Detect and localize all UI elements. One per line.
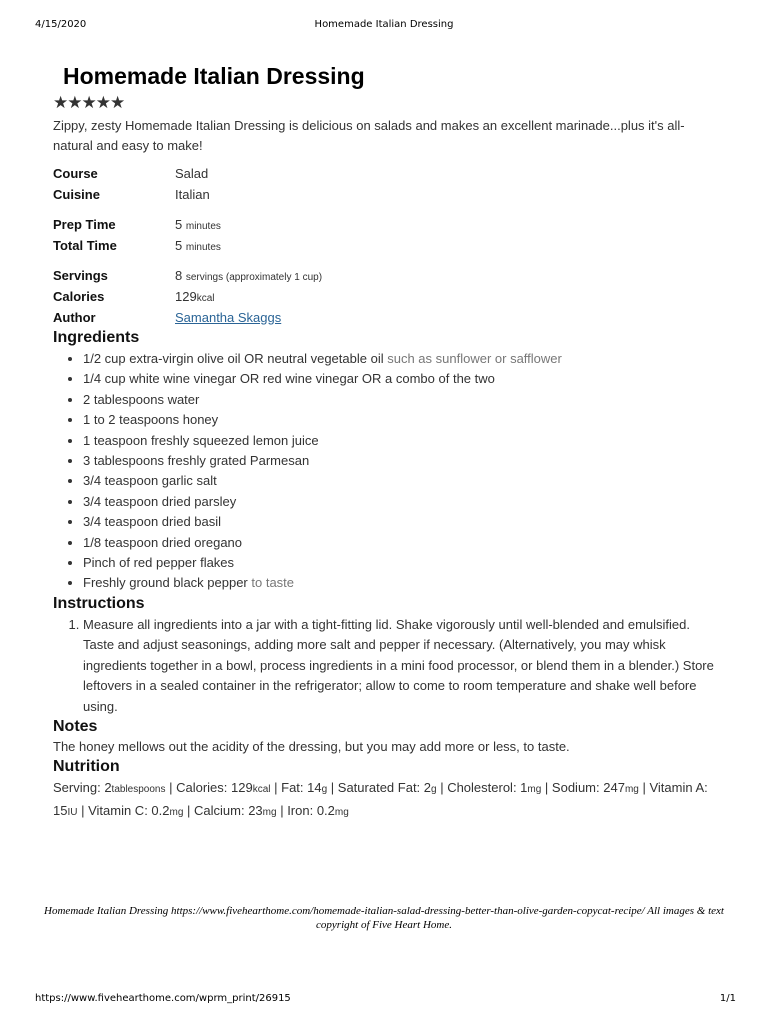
star-icon: ★ <box>67 93 82 112</box>
calories-value: 129 <box>175 289 197 304</box>
print-header <box>0 19 768 31</box>
nutrition-satfat: Saturated Fat: 2g <box>337 779 437 795</box>
ingredient-note: such as sunflower or safflower <box>387 351 562 366</box>
meta-servings <box>53 265 721 286</box>
recipe-card <box>53 62 721 823</box>
ingredient-text: 1 to 2 teaspoons honey <box>83 412 219 428</box>
ingredient-text: 3/4 teaspoon dried basil <box>83 514 222 530</box>
ingredient-text: Pinch of red pepper flakes <box>83 555 235 571</box>
star-icon: ★ <box>81 93 96 112</box>
print-title: Homemade Italian Dressing <box>314 19 454 30</box>
recipe-summary: Zippy, zesty Homemade Italian Dressing is delicious on salads and makes an excellent marinade...plus it's all-natural and easy to make! <box>53 118 685 153</box>
ingredient-note: to taste <box>251 575 295 591</box>
notes-heading: Notes <box>53 717 98 735</box>
print-page-number: 1/1 <box>719 993 736 1004</box>
print-date: 4/15/2020 <box>35 19 87 30</box>
print-footer <box>0 993 768 1005</box>
servings-unit: servings (approximately 1 cup) <box>185 272 323 283</box>
ingredient-item <box>83 349 721 369</box>
ingredient-text: 2 tablespoons water <box>83 391 200 407</box>
print-url: https://www.fivehearthome.com/wprm_print/26915 <box>35 993 291 1004</box>
meta-calories <box>53 286 721 307</box>
ingredient-item <box>83 553 721 573</box>
ingredient-text: 3/4 teaspoon dried parsley <box>83 493 237 509</box>
ingredient-item <box>83 410 721 430</box>
instructions-list <box>53 615 721 717</box>
servings-label: Servings <box>53 268 108 283</box>
nutrition-chol: Cholesterol: 1mg <box>447 779 542 795</box>
nutrition-fat: Fat: 14g <box>281 779 328 795</box>
meta-course <box>53 163 721 184</box>
ingredient-item <box>83 533 721 553</box>
star-icon: ★ <box>95 93 110 112</box>
prep-time-unit: minutes <box>185 221 221 232</box>
instructions-heading: Instructions <box>53 594 145 612</box>
author-link[interactable]: Samantha Skaggs <box>175 310 282 325</box>
author-label: Author <box>53 310 96 325</box>
nutrition-iron: Iron: 0.2mg <box>287 802 349 818</box>
course-value: Salad <box>175 166 209 181</box>
total-time-value: 5 <box>175 238 183 253</box>
ingredient-text: 1/8 teaspoon dried oregano <box>83 534 243 550</box>
nutrition-vitc: Vitamin C: 0.2mg <box>88 802 184 818</box>
nutrition-facts: Serving: 2tablespoons | Calories: 129kcal | Fat: 14g | Saturated Fat: 2g | Cholesterol: 1mg | Sodium: 247mg | Vitamin A: 15IU | Vitamin C: 0.2mg | Calcium: 23mg | Iron: 0.2mg <box>53 779 708 818</box>
star-rating <box>53 94 721 112</box>
star-icon: ★ <box>53 93 68 112</box>
nutrition-sodium: Sodium: 247mg <box>551 779 639 795</box>
total-time-label: Total Time <box>53 238 117 253</box>
ingredient-item <box>83 431 721 451</box>
total-time-unit: minutes <box>185 242 221 253</box>
calories-label: Calories <box>53 289 105 304</box>
nutrition-calcium: Calcium: 23mg <box>194 802 277 818</box>
recipe-title: Homemade Italian Dressing <box>63 63 365 89</box>
ingredient-item <box>83 471 721 491</box>
ingredient-item <box>83 492 721 512</box>
ingredient-text: 3/4 teaspoon garlic salt <box>83 473 217 489</box>
notes-text: The honey mellows out the acidity of the dressing, but you may add more or less, to taste. <box>53 738 570 754</box>
meta-prep-time <box>53 214 721 235</box>
prep-time-value: 5 <box>175 217 183 232</box>
ingredient-item <box>83 369 721 389</box>
ingredient-text: 1/2 cup extra-virgin olive oil OR neutral vegetable oil <box>83 351 384 366</box>
copyright-credit: Homemade Italian Dressing https://www.fivehearthome.com/homemade-italian-salad-dressing-better-than-olive-garden-copycat-recipe/ All images & text copyright of Five Heart Home. <box>44 905 724 931</box>
ingredient-text: 1/4 cup white wine vinegar OR red wine vinegar OR a combo of the two <box>83 371 495 387</box>
meta-total-time <box>53 235 721 256</box>
prep-time-label: Prep Time <box>53 217 116 232</box>
instruction-step: 1. Measure all ingredients into a jar with a tight-fitting lid. Shake vigorously until well-blended and emulsified. Taste and adjust seasonings, adding more salt and pepper if necessary. (Alternatively, you may whisk ingredients together in a bowl, process ingredients in a mini food processor, or blend them in a blender.) Store leftovers in a sealed container in the refrigerator; allow to come to room temperature and shake well before using. <box>83 615 721 717</box>
meta-author <box>53 307 721 328</box>
nutrition-vita: Vitamin A: 15IU <box>53 779 708 818</box>
ingredient-text: 3 tablespoons freshly grated Parmesan <box>83 453 310 469</box>
cuisine-value: Italian <box>175 187 210 202</box>
ingredient-item <box>83 390 721 410</box>
ingredient-item <box>83 451 721 471</box>
recipe-meta <box>53 163 721 328</box>
nutrition-calories: Calories: 129kcal <box>176 779 271 795</box>
nutrition-heading: Nutrition <box>53 757 120 775</box>
star-icon: ★ <box>110 93 125 112</box>
ingredients-heading: Ingredients <box>53 329 140 346</box>
ingredient-text: 1 teaspoon freshly squeezed lemon juice <box>83 432 319 448</box>
course-label: Course <box>53 166 98 181</box>
ingredient-item <box>83 512 721 532</box>
ingredient-text: Freshly ground black pepper <box>83 575 248 591</box>
ingredient-item <box>83 573 721 593</box>
cuisine-label: Cuisine <box>53 187 100 202</box>
calories-unit: kcal <box>196 293 215 304</box>
servings-value: 8 <box>175 268 183 283</box>
meta-cuisine <box>53 184 721 205</box>
ingredients-list <box>53 349 721 594</box>
nutrition-serving: Serving: 2tablespoons <box>53 779 166 795</box>
